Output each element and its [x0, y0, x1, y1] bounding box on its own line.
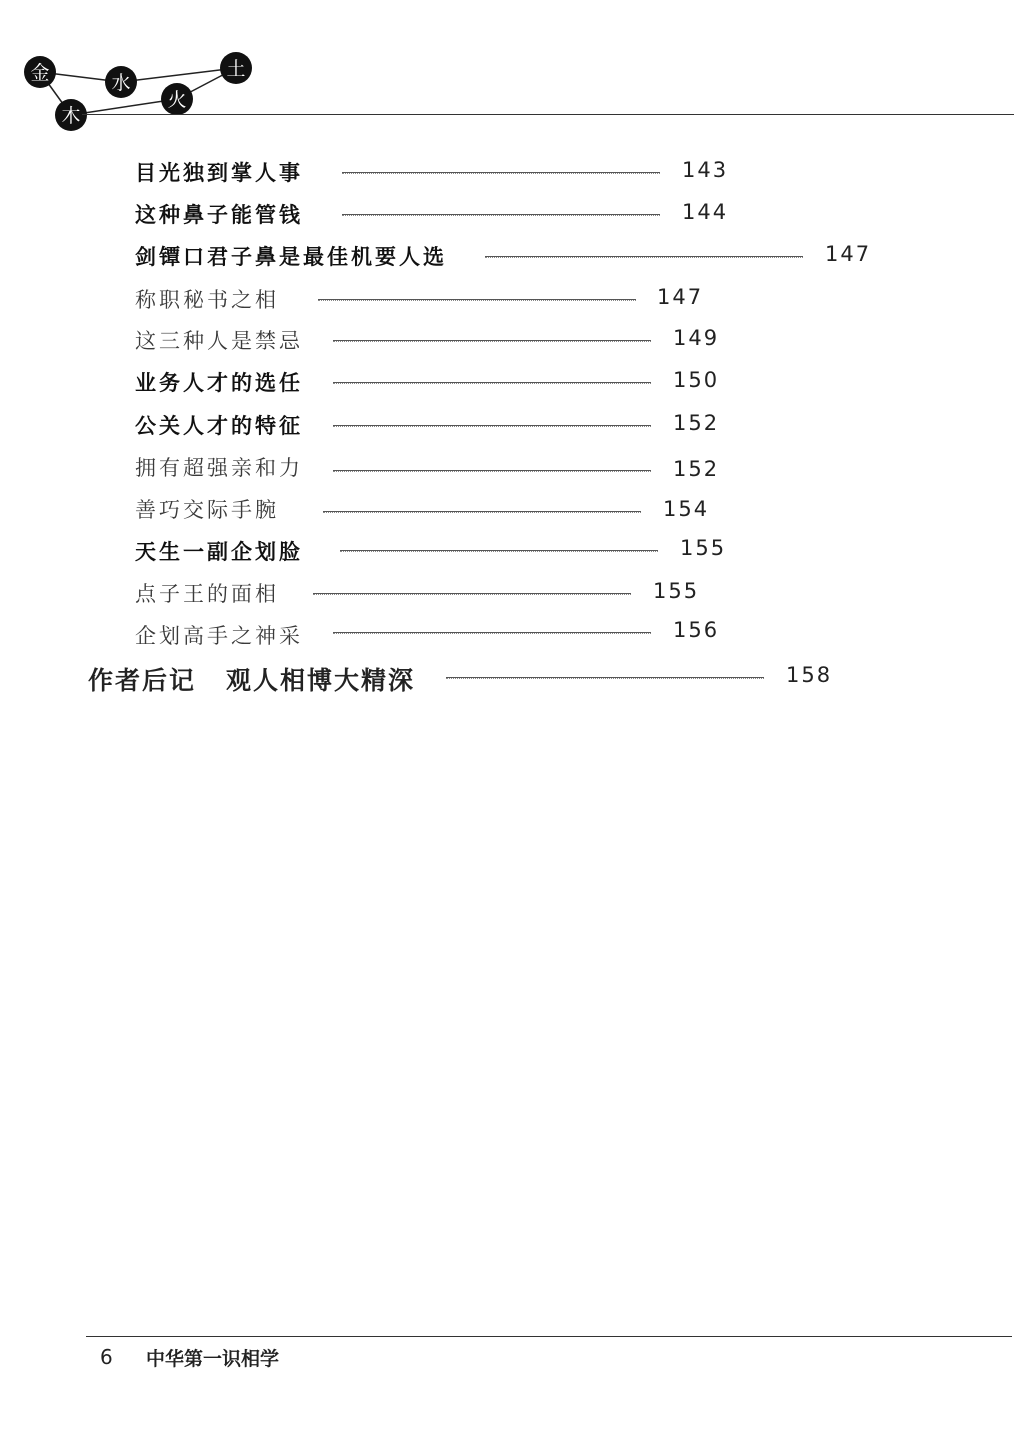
toc-entry[interactable] [135, 240, 447, 272]
toc-leader [446, 677, 764, 679]
toc-entry-title: 目光独到掌人事 [135, 161, 303, 185]
toc-leader [485, 256, 803, 258]
toc-entry[interactable] [135, 324, 303, 356]
page-footer [100, 1343, 279, 1371]
toc-entry-page: 147 [825, 242, 872, 266]
toc-entry-title: 企划高手之神采 [135, 624, 303, 648]
toc-entry-title: 点子王的面相 [135, 582, 279, 606]
svg-text:火: 火 [167, 89, 187, 111]
toc-leader [318, 299, 636, 301]
toc-entry-title: 这三种人是禁忌 [135, 329, 303, 353]
element-metal-icon [24, 56, 56, 88]
element-water-icon [105, 66, 137, 98]
toc-entry-page: 143 [682, 158, 729, 182]
footer-book-title: 中华第一识相学 [146, 1347, 280, 1370]
toc-entry-page: 147 [657, 285, 704, 309]
toc-entry[interactable] [135, 619, 303, 651]
toc-entry-title: 天生一副企划脸 [135, 540, 303, 564]
toc-entry-page: 154 [663, 497, 710, 521]
afterword-title: 观人相博大精深 [226, 666, 416, 695]
five-elements-emblem [0, 0, 270, 140]
afterword-label: 作者后记 [88, 666, 197, 695]
header-divider [82, 114, 1014, 115]
toc-entry[interactable] [135, 451, 303, 483]
toc-entry[interactable] [135, 493, 279, 525]
toc-leader [342, 172, 660, 174]
svg-text:木: 木 [61, 105, 81, 127]
toc-leader [333, 425, 651, 427]
toc-entry-title: 善巧交际手腕 [135, 498, 279, 522]
toc-leader [333, 470, 651, 472]
toc-entry-title: 业务人才的选任 [135, 371, 303, 395]
toc-entry-title: 剑镡口君子鼻是最佳机要人选 [135, 245, 447, 269]
toc-entry[interactable] [135, 283, 279, 315]
element-earth-icon [220, 52, 252, 84]
toc-leader [333, 340, 651, 342]
svg-text:金: 金 [30, 62, 50, 84]
toc-entry[interactable] [135, 535, 303, 567]
footer-divider [86, 1336, 1012, 1337]
toc-entry[interactable] [135, 156, 303, 188]
toc-entry-page: 155 [680, 536, 727, 560]
toc-leader [340, 550, 658, 552]
svg-text:土: 土 [226, 58, 246, 80]
svg-text:水: 水 [111, 72, 131, 94]
toc-leader [342, 214, 660, 216]
toc-entry-title: 拥有超强亲和力 [135, 456, 303, 480]
footer-page-number: 6 [100, 1345, 113, 1369]
toc-entry-title: 称职秘书之相 [135, 288, 279, 312]
toc-entry-page: 150 [673, 368, 720, 392]
toc-leader [313, 593, 631, 595]
toc-leader [333, 632, 651, 634]
afterword-page: 158 [786, 663, 833, 687]
toc-entry-page: 152 [673, 411, 720, 435]
toc-entry-page: 152 [673, 457, 720, 481]
toc-entry[interactable] [135, 366, 303, 398]
toc-entry[interactable] [135, 409, 303, 441]
element-wood-icon [55, 99, 87, 131]
toc-entry[interactable] [135, 577, 279, 609]
toc-leader [333, 382, 651, 384]
toc-entry-page: 156 [673, 618, 720, 642]
toc-afterword[interactable] [88, 661, 415, 697]
toc-leader [323, 511, 641, 513]
element-fire-icon [161, 83, 193, 115]
toc-entry-page: 155 [653, 579, 700, 603]
toc-entry-page: 149 [673, 326, 720, 350]
toc-entry-title: 公关人才的特征 [135, 414, 303, 438]
toc-entry-page: 144 [682, 200, 729, 224]
toc-entry[interactable] [135, 198, 303, 230]
toc-entry-title: 这种鼻子能管钱 [135, 203, 303, 227]
